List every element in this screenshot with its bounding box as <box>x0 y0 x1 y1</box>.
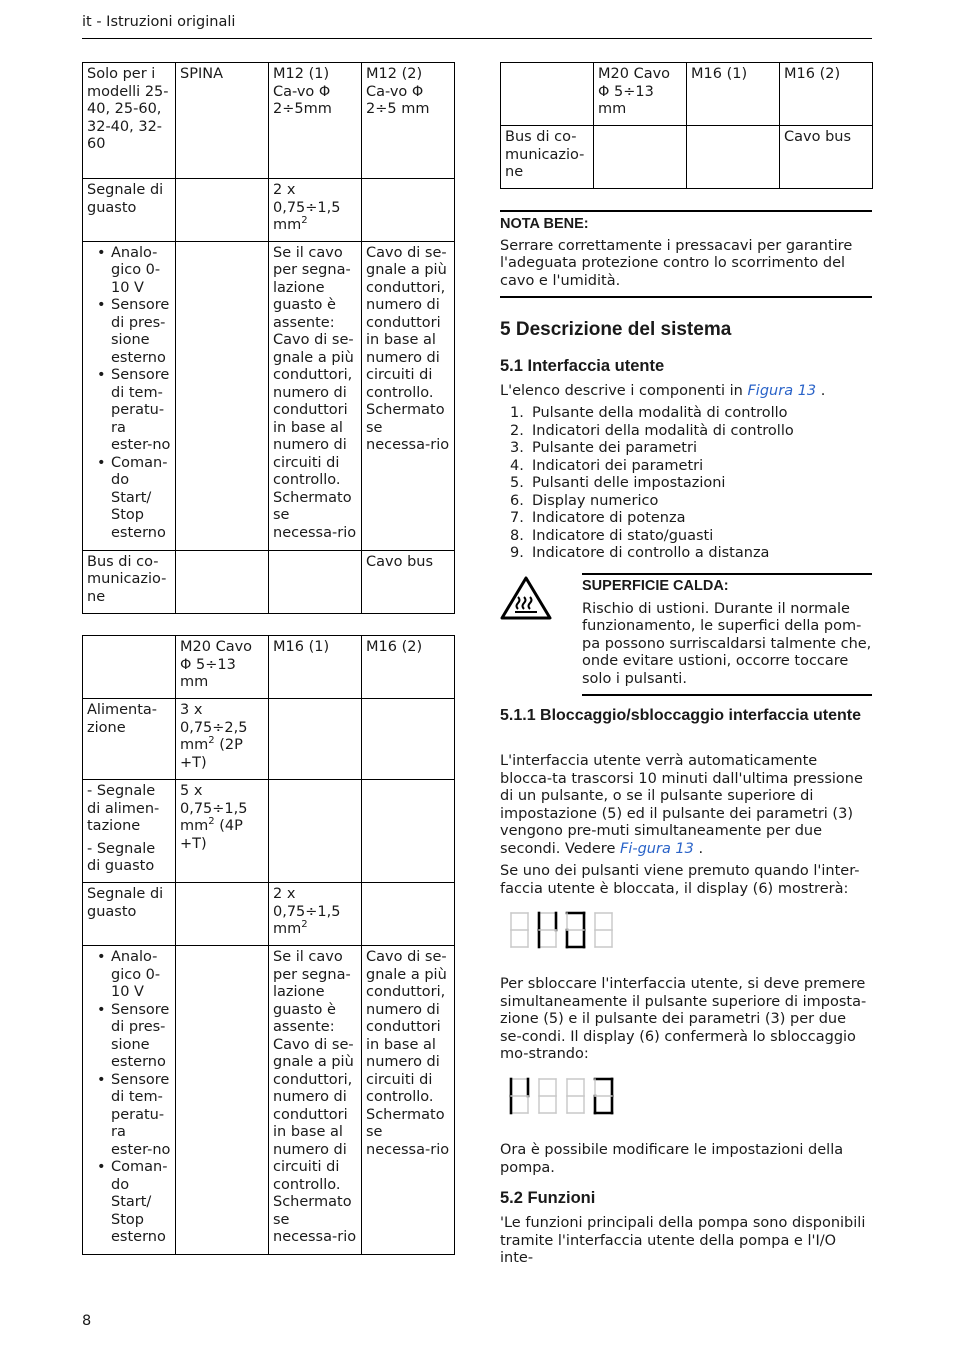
cell: Se il cavo per segna-lazione guasto è assente: Cavo di se-gnale a più conduttori, numero di conduttori in base al numero di circuiti di controllo. Schermato se necessa-rio <box>269 946 362 1255</box>
list-item: 9. Indicatore di controllo a distanza <box>510 545 770 561</box>
paragraph: Se uno dei pulsanti viene premuto quando l'inter-faccia utente è bloccata, il display (6) mostrerà: <box>500 863 860 897</box>
header-cell: M16 (1) <box>687 63 780 126</box>
cell: Cavo bus <box>780 126 873 189</box>
list-item: • Sensore di pres-sione esterno <box>87 1002 171 1072</box>
row-label: Bus di co-municazio-ne <box>83 550 176 613</box>
header-cell: M20 Cavo Φ 5÷13 mm <box>176 636 269 699</box>
row-label: - Segnale di alimen-tazione - Segnale di guasto <box>83 780 176 883</box>
cable-table-m20 <box>82 635 455 1255</box>
list-item: 4. Indicatori dei parametri <box>510 457 704 474</box>
cell: Cavo di se-gnale a più conduttori, numero di conduttori in base al numero di circuiti di controllo. Schermato se necessa-rio <box>362 241 455 550</box>
paragraph: Per sbloccare l'interfaccia utente, si deve premere simultaneamente il pulsante superiore di imposta-zione (5) e il pulsante dei parametri (3) per due se-condi. Il display (6) confermerà lo sbloccaggio mo-strando: <box>500 976 867 1062</box>
list-item: 8. Indicatore di stato/guasti <box>510 527 714 544</box>
paragraph: L'elenco descrive i componenti in Figura 13 . <box>500 383 826 399</box>
subsection-heading: 5.2 Funzioni <box>500 1189 596 1207</box>
paragraph: L'interfaccia utente verrà automaticamente blocca-ta trascorsi 10 minuti dall'ultima pressione di un pulsante, o se il pulsante superiore di impostazione (5) ed il pulsante dei parametri (3) vengono pre-muti simultaneamente per due secondi. Vedere Fi-gura 13 . <box>500 753 863 857</box>
cell: Se il cavo per segna-lazione guasto è assente: Cavo di se-gnale a più conduttori, numero di conduttori in base al numero di circuiti di controllo. Schermato se necessa-rio <box>269 241 362 550</box>
cell: 2 x 0,75÷1,5 $mm^2$ <box>269 883 362 946</box>
signal-list-cell <box>83 946 176 1255</box>
header-cell: Solo per i modelli 25-40, 25-60, 32-40, 32-60 <box>83 63 176 179</box>
list-item: • Coman-do Start/ Stop esterno <box>87 1159 171 1247</box>
paragraph: 'Le funzioni principali della pompa sono disponibili tramite l'interfaccia utente della pompa e l'I/O inte- <box>500 1215 866 1266</box>
list-item: • Sensore di tem-peratu-ra ester-no <box>87 1072 171 1160</box>
note-text: Serrare correttamente i pressacavi per garantire l'adeguata protezione contro lo scorrimento del cavo e l'umidità. <box>500 237 853 289</box>
list-item: 5. Pulsanti delle impostazioni <box>510 475 726 491</box>
header-cell: M20 Cavo Φ 5÷13 mm <box>594 63 687 126</box>
cell: 5 x 0,75÷1,5 $mm^2$ (4P +T) <box>176 780 269 883</box>
row-label: Alimenta-zione <box>83 699 176 780</box>
warning-top-rule <box>582 573 872 575</box>
warning-title: SUPERFICIE CALDA: <box>582 578 729 594</box>
list-item: • Analo-gico 0-10 V <box>87 949 171 1002</box>
note-bottom-rule <box>500 296 872 298</box>
header-cell: M16 (2) <box>780 63 873 126</box>
header-rule <box>82 38 872 39</box>
figure-link[interactable]: Fi-gura 13 <box>619 840 694 857</box>
paragraph: Ora è possibile modificare le impostazioni della pompa. <box>500 1142 844 1176</box>
header-cell: M12 (1) Ca-vo Φ 2÷5mm <box>269 63 362 179</box>
header-cell: M12 (2) Ca-vo Φ 2÷5 mm <box>362 63 455 179</box>
list-item: • Coman-do Start/ Stop esterno <box>87 455 171 543</box>
header-cell: SPINA <box>176 63 269 179</box>
note-title: NOTA BENE: <box>500 216 589 232</box>
unlocked-display-icon <box>508 1076 620 1118</box>
cell: 2 x 0,75÷1,5 $mm^2$ <box>269 179 362 242</box>
component-list <box>500 405 872 563</box>
cable-table-bus <box>500 62 873 189</box>
list-item: • Sensore di tem-peratu-ra ester-no <box>87 367 171 455</box>
warning-bottom-rule <box>582 694 872 696</box>
subsubsection-heading: 5.1.1 Bloccaggio/sbloccaggio interfaccia utente <box>500 707 861 724</box>
page-number: 8 <box>82 1313 92 1329</box>
cable-table-models <box>82 62 455 614</box>
row-label: Segnale di guasto <box>83 179 176 242</box>
header-cell: M16 (2) <box>362 636 455 699</box>
warning-box <box>582 578 872 688</box>
list-item: 6. Display numerico <box>510 492 659 509</box>
section-heading: 5 Descrizione del sistema <box>500 319 732 340</box>
list-item: 2. Indicatori della modalità di controllo <box>510 422 794 439</box>
warning-text: Rischio di ustioni. Durante il normale funzionamento, le superfici della pom-pa possono surriscaldarsi talmente che, onde evitare ustioni, occorre toccare solo i pulsanti. <box>582 600 872 687</box>
list-item: • Analo-gico 0-10 V <box>87 245 171 298</box>
list-item: 3. Pulsante dei parametri <box>510 440 697 456</box>
locked-display-icon <box>508 910 620 952</box>
list-item: 1. Pulsante della modalità di controllo <box>510 405 788 421</box>
page-header: it - Istruzioni originali <box>82 14 236 30</box>
note-box <box>500 216 872 290</box>
signal-list-cell <box>83 241 176 550</box>
list-item: • Sensore di pres-sione esterno <box>87 297 171 367</box>
cell: Cavo bus <box>362 550 455 613</box>
note-top-rule <box>500 210 872 212</box>
hot-surface-icon <box>500 575 552 621</box>
list-item: 7. Indicatore di potenza <box>510 510 686 526</box>
row-label: Bus di co-municazio-ne <box>501 126 594 189</box>
header-cell: M16 (1) <box>269 636 362 699</box>
cell: Cavo di se-gnale a più conduttori, numero di conduttori in base al numero di circuiti di controllo. Schermato se necessa-rio <box>362 946 455 1255</box>
subsection-heading: 5.1 Interfaccia utente <box>500 357 665 375</box>
figure-link[interactable]: Figura 13 <box>747 383 817 399</box>
row-label: Segnale di guasto <box>83 883 176 946</box>
cell: 3 x 0,75÷2,5 $mm^2$ (2P +T) <box>176 699 269 780</box>
